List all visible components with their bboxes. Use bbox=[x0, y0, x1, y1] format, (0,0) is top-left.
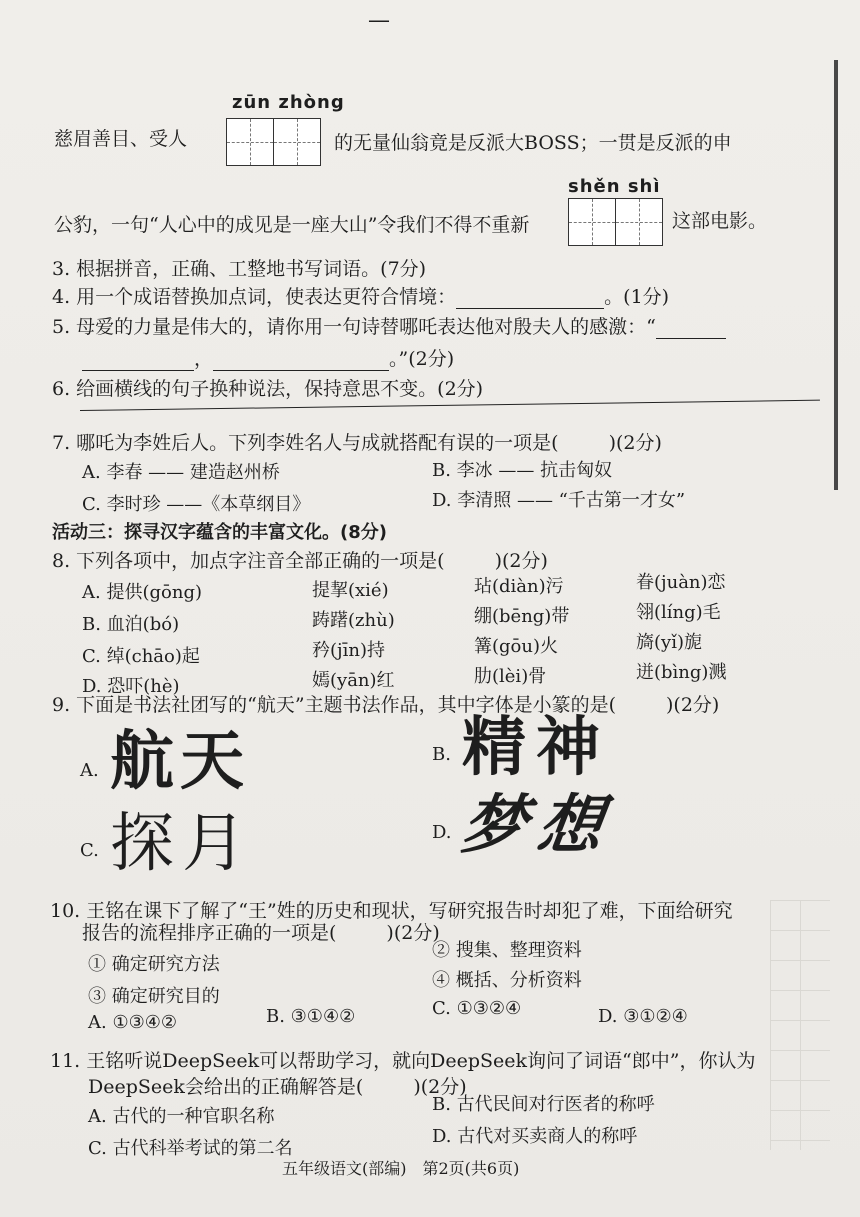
q11-stem-line1: 11. 王铭听说DeepSeek可以帮助学习，就向DeepSeek询问了词语“郎中”，你认为 bbox=[50, 1050, 756, 1072]
q10-score: )(2分) bbox=[386, 922, 440, 944]
q8-item: 提供(gōng) bbox=[106, 582, 202, 603]
q7-stem-text: 7. 哪吒为李姓后人。下列李姓名人与成就搭配有误的一项是( bbox=[52, 432, 559, 454]
writing-grid-1[interactable] bbox=[226, 118, 321, 166]
q9-stem-text: 9. 下面是书法社团写的“航天”主题书法作品，其中字体是小篆的是( bbox=[52, 694, 617, 716]
pinyin-zunzhong: zūn zhòng bbox=[232, 92, 345, 113]
q10-option-c[interactable]: C. ①③②④ bbox=[432, 998, 522, 1019]
calligraphy-c: 探月 bbox=[110, 807, 254, 881]
q2-line2-post: 这部电影。 bbox=[672, 210, 768, 232]
q6-text: 6. 给画横线的句子换种说法，保持意思不变。(2分) bbox=[52, 378, 484, 400]
q8-item: 迸(bìng)溅 bbox=[636, 662, 727, 683]
q8-item: 提挈(xié) bbox=[312, 580, 389, 601]
background-grid bbox=[770, 900, 830, 1150]
q5-answer-line-b[interactable] bbox=[82, 352, 194, 371]
q8-item: 玷(diàn)污 bbox=[474, 576, 564, 597]
q5-answer-line-c[interactable] bbox=[213, 352, 389, 371]
q8-item: 血泊(bó) bbox=[106, 614, 180, 635]
q10-option-a[interactable]: A. ①③④② bbox=[88, 1012, 177, 1033]
q11-option-d[interactable]: D. 古代对买卖商人的称呼 bbox=[432, 1126, 638, 1147]
q9-stem bbox=[52, 690, 719, 717]
q7-option-b[interactable]: B. 李冰 —— 抗击匈奴 bbox=[432, 460, 613, 481]
q9-option-d-label[interactable]: D. bbox=[432, 822, 452, 843]
q8-row-label: C. bbox=[82, 646, 101, 667]
page-footer: 五年级语文(部编) 第2页(共6页) bbox=[282, 1159, 520, 1178]
q8-row-label: A. bbox=[82, 582, 101, 603]
q8-row-label: D. bbox=[82, 676, 102, 697]
q8-row-label: B. bbox=[82, 614, 101, 635]
q11-stem-text: DeepSeek会给出的正确解答是( bbox=[88, 1076, 364, 1098]
q7-option-d[interactable]: D. 李清照 —— “千古第一才女” bbox=[432, 490, 686, 511]
q4-text bbox=[52, 282, 669, 309]
q11-option-b[interactable]: B. 古代民间对行医者的称呼 bbox=[432, 1094, 655, 1115]
activity3-heading: 活动三：探寻汉字蕴含的丰富文化。(8分) bbox=[52, 522, 387, 543]
q8-stem-text: 8. 下列各项中，加点字注音全部正确的一项是( bbox=[52, 550, 445, 572]
calligraphy-b: 精神 bbox=[462, 711, 610, 785]
q10-stem-line1: 10. 王铭在课下了解了“王”姓的历史和现状，写研究报告时却犯了难，下面给研究 bbox=[50, 900, 733, 922]
q11-stem-line2 bbox=[88, 1072, 467, 1099]
writing-grid-2[interactable] bbox=[568, 198, 663, 246]
q4-post: 。(1分) bbox=[604, 286, 670, 308]
q2-line2-pre: 公豹，一句“人心中的成见是一座大山”令我们不得不重新 bbox=[54, 214, 530, 236]
q9-score: )(2分) bbox=[666, 694, 720, 716]
q8-item: 踌躇(zhù) bbox=[312, 610, 395, 631]
q10-option-b[interactable]: B. ③①④② bbox=[266, 1006, 356, 1027]
q8-row-c[interactable] bbox=[82, 642, 200, 668]
header-mark: — bbox=[368, 8, 390, 33]
q5-line1 bbox=[52, 312, 726, 339]
q6-answer-line[interactable] bbox=[80, 400, 820, 411]
q5-comma: ， bbox=[194, 348, 214, 370]
q8-item: 嫣(yān)红 bbox=[312, 670, 395, 691]
q2-line1-pre: 慈眉善目、受人 bbox=[54, 128, 188, 150]
q3-text: 3. 根据拼音，正确、工整地书写词语。(7分) bbox=[52, 258, 427, 280]
q5-stem: 5. 母爱的力量是伟大的，请你用一句诗替哪吒表达他对殷夫人的感激：“ bbox=[52, 316, 656, 338]
q8-item: 眷(juàn)恋 bbox=[636, 572, 726, 593]
q8-item: 旖(yǐ)旎 bbox=[636, 632, 702, 653]
q10-option-d[interactable]: D. ③①②④ bbox=[598, 1006, 688, 1027]
calligraphy-a: 航天 bbox=[110, 726, 250, 797]
q7-option-a[interactable]: A. 李春 —— 建造赵州桥 bbox=[82, 462, 280, 483]
q5-line2 bbox=[82, 344, 454, 371]
q5-end: 。”(2分) bbox=[389, 348, 455, 370]
q8-item: 篝(gōu)火 bbox=[474, 636, 558, 657]
q8-stem bbox=[52, 546, 548, 573]
q7-stem bbox=[52, 428, 662, 455]
q2-line1-post: 的无量仙翁竟是反派大BOSS；一贯是反派的申 bbox=[334, 132, 732, 154]
q7-option-c[interactable]: C. 李时珍 ——《本草纲目》 bbox=[82, 494, 311, 515]
q8-item: 绷(bēng)带 bbox=[474, 606, 570, 627]
q10-stem-line2 bbox=[82, 918, 440, 945]
q5-answer-line-a[interactable] bbox=[656, 320, 726, 339]
q8-row-b[interactable] bbox=[82, 610, 179, 636]
pinyin-shenshi: shěn shì bbox=[568, 176, 661, 197]
q10-stem-text: 报告的流程排序正确的一项是( bbox=[82, 922, 337, 944]
q11-option-a[interactable]: A. 古代的一种官职名称 bbox=[88, 1106, 275, 1127]
q9-option-c-label[interactable]: C. bbox=[80, 840, 99, 861]
q9-option-b-label[interactable]: B. bbox=[432, 744, 451, 765]
q8-item: 翎(líng)毛 bbox=[636, 602, 721, 623]
q8-item: 恐吓(hè) bbox=[107, 676, 180, 697]
q8-item: 矜(jīn)持 bbox=[312, 640, 385, 661]
q10-step-4: ④ 概括、分析资料 bbox=[432, 970, 582, 991]
q8-item: 肋(lèi)骨 bbox=[474, 666, 547, 687]
calligraphy-d: 梦想 bbox=[456, 788, 620, 863]
q10-step-2: ② 搜集、整理资料 bbox=[432, 940, 582, 961]
q10-step-3: ③ 确定研究目的 bbox=[88, 986, 220, 1007]
q8-row-a[interactable] bbox=[82, 578, 202, 604]
q8-item: 绰(chāo)起 bbox=[106, 646, 200, 667]
q7-score: )(2分) bbox=[608, 432, 662, 454]
q4-pre: 4. 用一个成语替换加点词，使表达更符合情境： bbox=[52, 286, 457, 308]
q11-score: )(2分) bbox=[413, 1076, 467, 1098]
q11-option-c[interactable]: C. 古代科举考试的第二名 bbox=[88, 1138, 293, 1159]
q10-step-1: ① 确定研究方法 bbox=[88, 954, 220, 975]
q9-option-a-label[interactable]: A. bbox=[80, 760, 99, 781]
q8-score: )(2分) bbox=[494, 550, 548, 572]
q4-answer-line[interactable] bbox=[456, 290, 604, 309]
page-edge-shadow bbox=[834, 60, 838, 490]
